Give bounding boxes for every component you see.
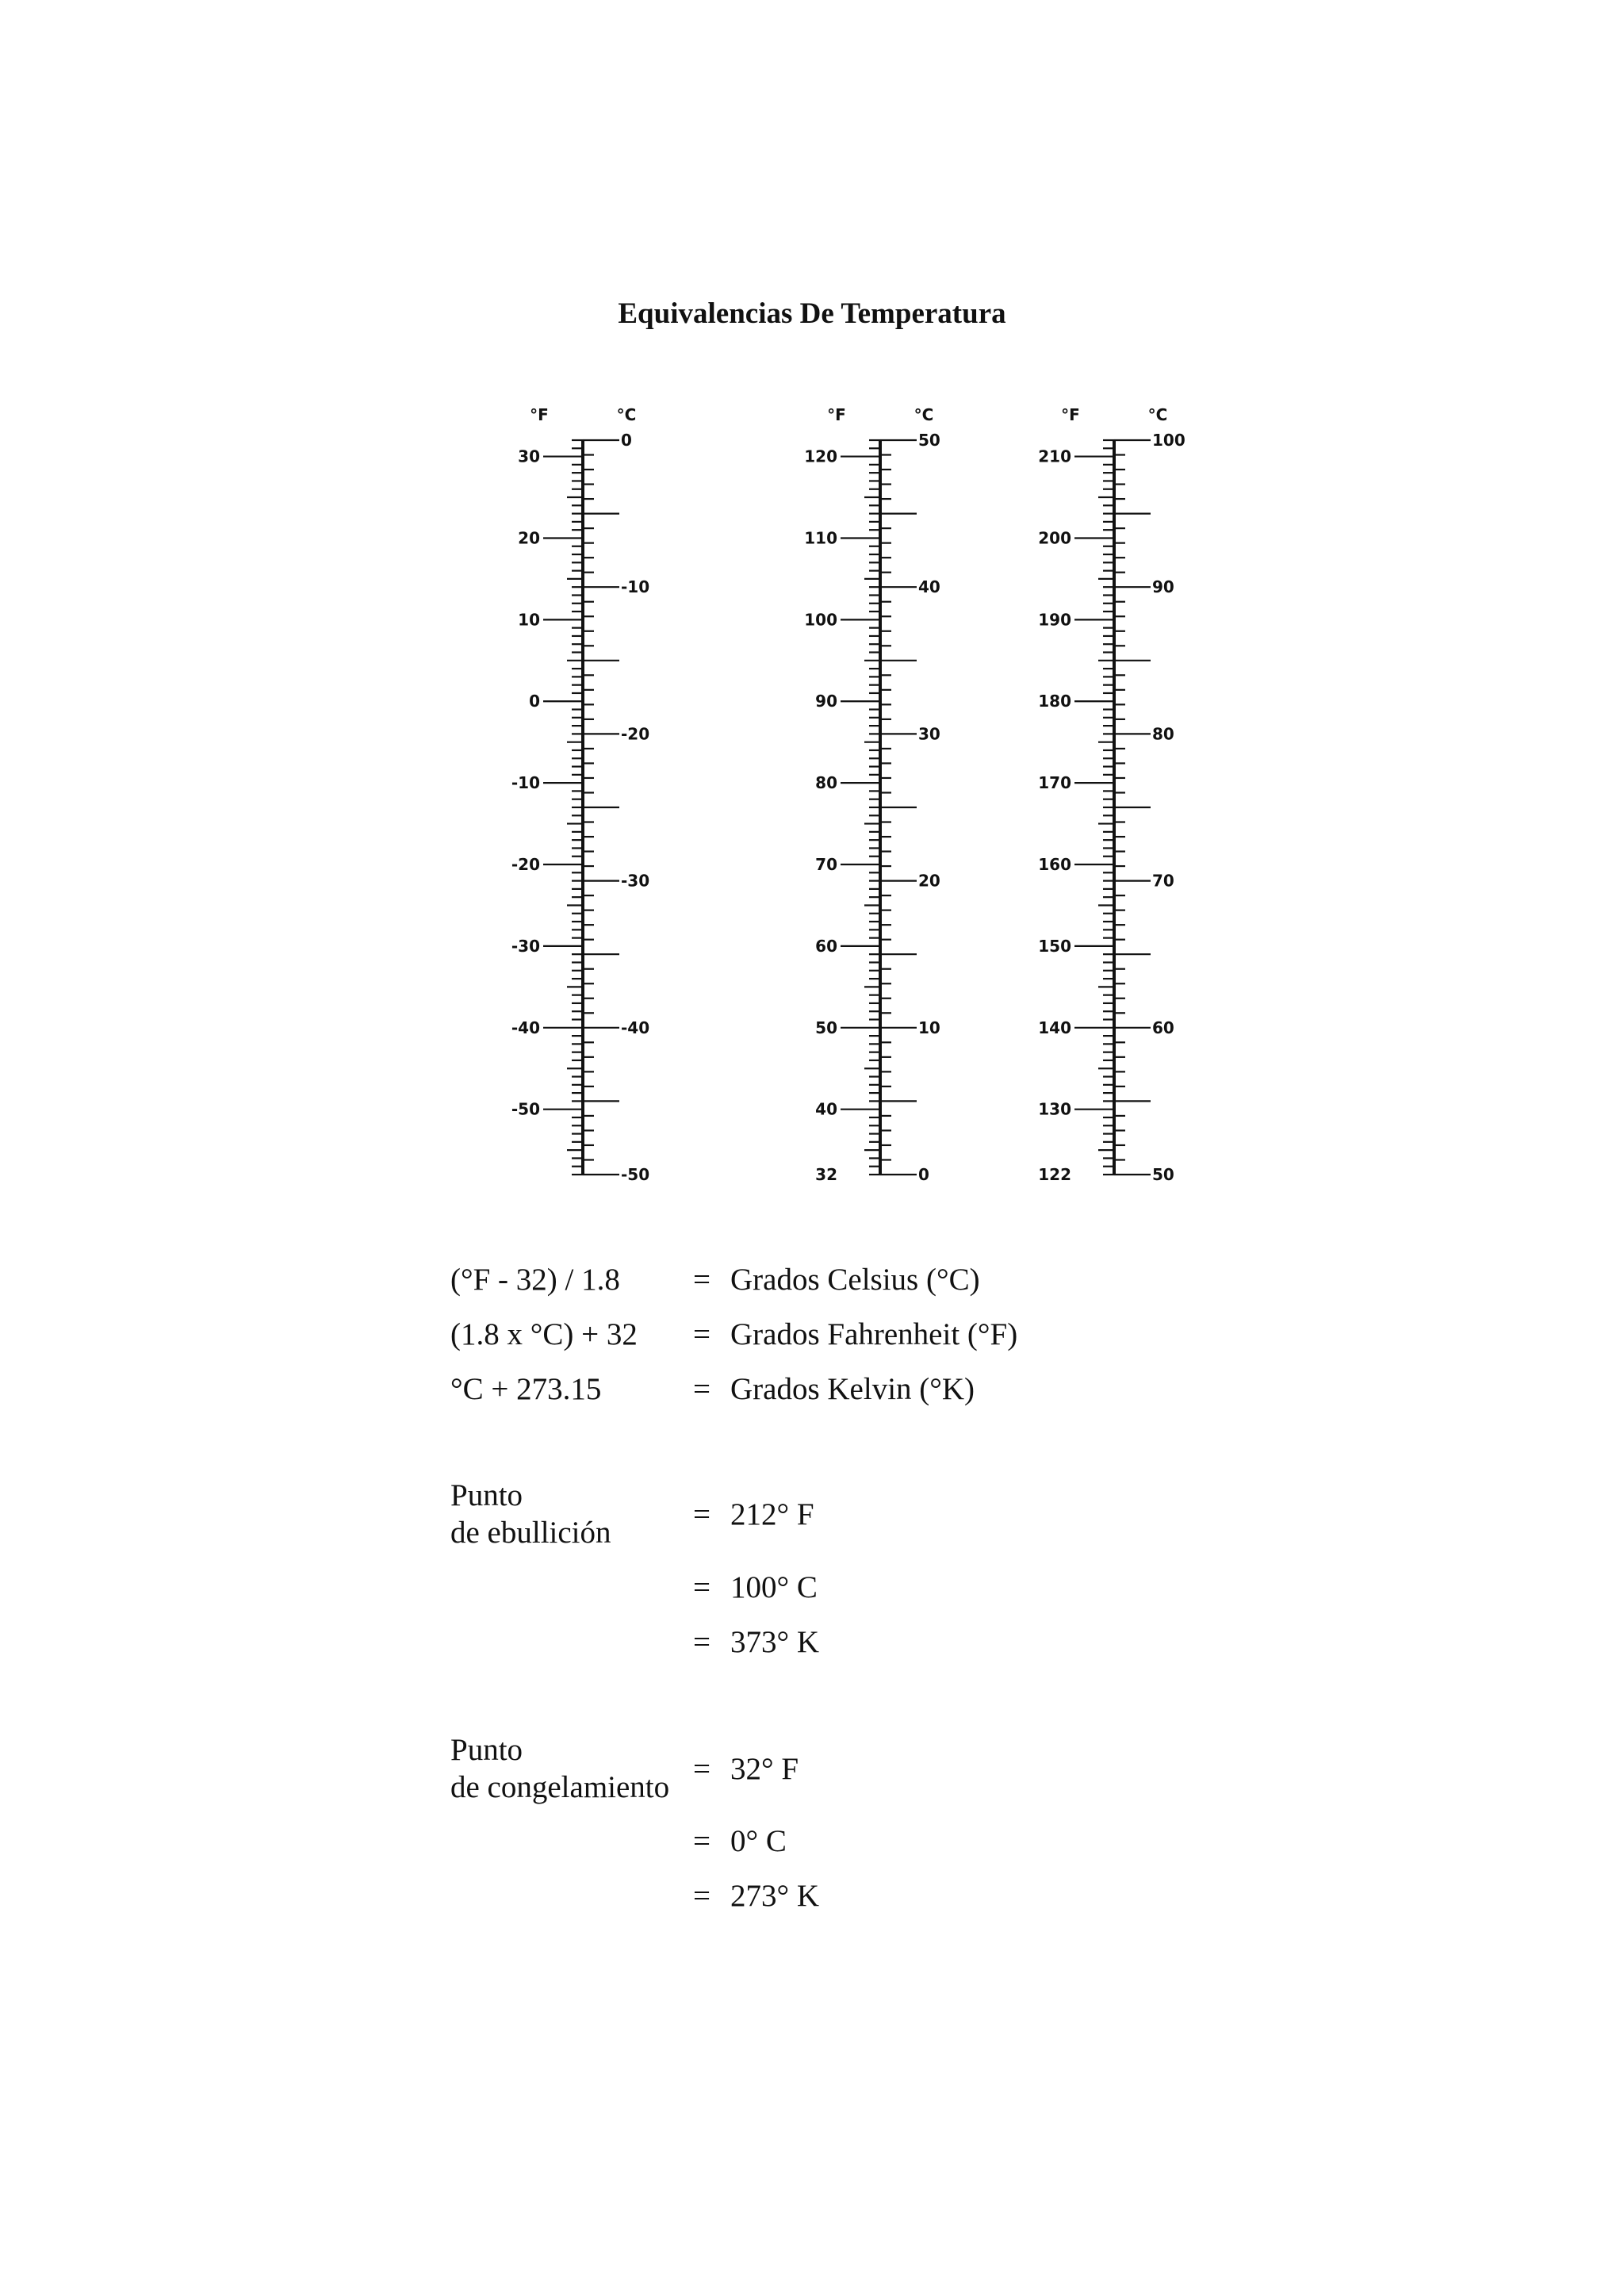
fahrenheit-tick-label: -10 [511,773,540,793]
fahrenheit-tick-label: 200 [1038,528,1071,548]
celsius-tick-label: 20 [918,871,940,891]
celsius-tick-label: -50 [621,1165,650,1184]
fahrenheit-unit-label: °F [827,405,846,424]
fahrenheit-tick-label: 140 [1038,1018,1071,1037]
fahrenheit-tick-label: 100 [804,610,837,630]
celsius-unit-label: °C [1147,405,1168,424]
fahrenheit-tick-label: -20 [511,855,540,875]
celsius-tick-label: 50 [918,431,940,450]
boiling-value-kelvin: 373° K [730,1625,820,1659]
formula-equals: = [693,1317,710,1351]
celsius-tick-label: 80 [1152,724,1174,744]
fahrenheit-tick-label: 90 [815,692,837,711]
celsius-tick-label: 90 [1152,577,1174,597]
freezing-label-line2: de congelamiento [450,1770,670,1804]
fahrenheit-tick-label: 180 [1038,692,1071,711]
fahrenheit-edge-label: 122 [1038,1165,1071,1184]
boiling-value-celsius: 100° C [730,1570,818,1604]
freezing-value-celsius: 0° C [730,1824,787,1858]
celsius-tick-label: 50 [1152,1165,1174,1184]
celsius-tick-label: 100 [1152,431,1185,450]
formula-equals: = [693,1263,710,1297]
freezing-equals: = [693,1752,710,1786]
formula-result-celsius: Grados Celsius (°C) [730,1263,980,1297]
fahrenheit-tick-label: 80 [815,773,837,793]
boiling-value-fahrenheit: 212° F [730,1497,814,1531]
formula-expr-kelvin: °C + 273.15 [450,1372,602,1406]
fahrenheit-tick-label: 70 [815,855,837,875]
celsius-tick-label: 10 [918,1018,940,1037]
celsius-unit-label: °C [616,405,637,424]
celsius-tick-label: -20 [621,724,650,744]
fahrenheit-tick-label: 50 [815,1018,837,1037]
freezing-value-kelvin: 273° K [730,1879,820,1913]
freezing-value-fahrenheit: 32° F [730,1752,799,1786]
fahrenheit-tick-label: 60 [815,936,837,956]
fahrenheit-unit-label: °F [1061,405,1080,424]
fahrenheit-tick-label: -30 [511,936,540,956]
fahrenheit-unit-label: °F [530,405,549,424]
page-title: Equivalencias De Temperatura [618,297,1006,330]
celsius-tick-label: 40 [918,577,940,597]
freezing-equals: = [693,1879,710,1913]
celsius-tick-label: 70 [1152,871,1174,891]
fahrenheit-tick-label: -50 [511,1099,540,1119]
fahrenheit-tick-label: 150 [1038,936,1071,956]
boiling-equals: = [693,1497,710,1531]
fahrenheit-tick-label: 20 [518,528,540,548]
fahrenheit-tick-label: 130 [1038,1099,1071,1119]
celsius-tick-label: 60 [1152,1018,1174,1037]
celsius-tick-label: 0 [918,1165,929,1184]
celsius-tick-label: 0 [621,431,632,450]
fahrenheit-tick-label: 30 [518,447,540,466]
fahrenheit-tick-label: 160 [1038,855,1071,875]
celsius-tick-label: -10 [621,577,650,597]
fahrenheit-tick-label: 10 [518,610,540,630]
fahrenheit-tick-label: 110 [804,528,837,548]
fahrenheit-tick-label: 40 [815,1099,837,1119]
fahrenheit-tick-label: 210 [1038,447,1071,466]
fahrenheit-tick-label: 0 [529,692,540,711]
boiling-equals: = [693,1570,710,1604]
boiling-equals: = [693,1625,710,1659]
boiling-label-line1: Punto [450,1478,523,1512]
formula-expr-celsius: (°F - 32) / 1.8 [450,1263,620,1297]
formula-expr-fahrenheit: (1.8 x °C) + 32 [450,1317,638,1351]
fahrenheit-tick-label: 190 [1038,610,1071,630]
freezing-equals: = [693,1824,710,1858]
celsius-tick-label: -30 [621,871,650,891]
formula-result-fahrenheit: Grados Fahrenheit (°F) [730,1317,1018,1351]
celsius-tick-label: -40 [621,1018,650,1037]
celsius-unit-label: °C [914,405,934,424]
freezing-label-line1: Punto [450,1733,523,1767]
fahrenheit-tick-label: 120 [804,447,837,466]
fahrenheit-edge-label: 32 [815,1165,837,1184]
formula-equals: = [693,1372,710,1406]
fahrenheit-tick-label: -40 [511,1018,540,1037]
formula-result-kelvin: Grados Kelvin (°K) [730,1372,975,1406]
celsius-tick-label: 30 [918,724,940,744]
boiling-label-line2: de ebullición [450,1516,611,1550]
fahrenheit-tick-label: 170 [1038,773,1071,793]
